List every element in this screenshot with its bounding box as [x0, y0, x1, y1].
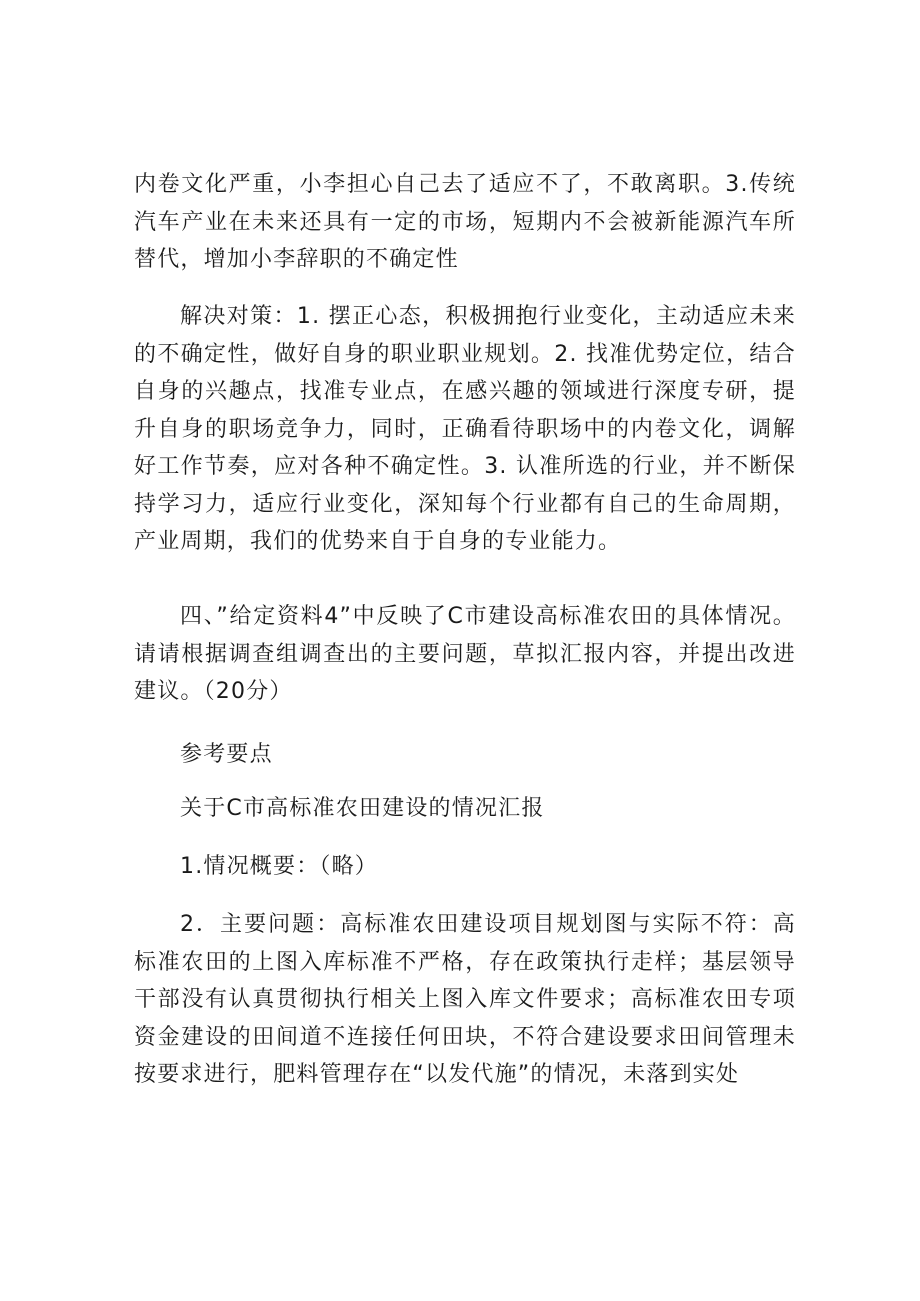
section-main-problems: 2．主要问题：高标准农田建设项目规划图与实际不符：高标准农田的上图入库标准不严格，存在政策执行走样；基层领导干部没有认真贯彻执行相关上图入库文件要求；高标准农田专项资金建设的田间道不连接任何田块，不符合建设要求田间管理未按要求进行，肥料管理存在“以发代施”的情况，未落到实处	[134, 912, 796, 1087]
paragraph-question-four: 四、”给定资料4”中反映了C市建设高标准农田的具体情况。请请根据调查组调查出的主要问题，草拟汇报内容，并提出改进建议。（20分）	[134, 604, 796, 704]
paragraph-solutions: 解决对策：1. 摆正心态，积极拥抱行业变化，主动适应未来的不确定性，做好自身的职业职业规划。2. 找准优势定位，结合自身的兴趣点，找准专业点，在感兴趣的领域进行深度专研，提升自身的职场竞争力，同时，正确看待职场中的内卷文化，调解好工作节奏，应对各种不确定性。3. 认准所选的行业，并不断保持学习力，适应行业变化，深知每个行业都有自己的生命周期，产业周期，我们的优势来自于自身的专业能力。	[134, 304, 796, 554]
heading-reference-points: 参考要点	[180, 742, 273, 767]
heading-report-title: 关于C市高标准农田建设的情况汇报	[180, 796, 545, 821]
paragraph-continuation: 内卷文化严重，小李担心自己去了适应不了，不敢离职。3.传统汽车产业在未来还具有一定的市场，短期内不会被新能源汽车所替代，增加小李辞职的不确定性	[134, 172, 796, 272]
section-overview: 1.情况概要：（略）	[180, 854, 378, 879]
